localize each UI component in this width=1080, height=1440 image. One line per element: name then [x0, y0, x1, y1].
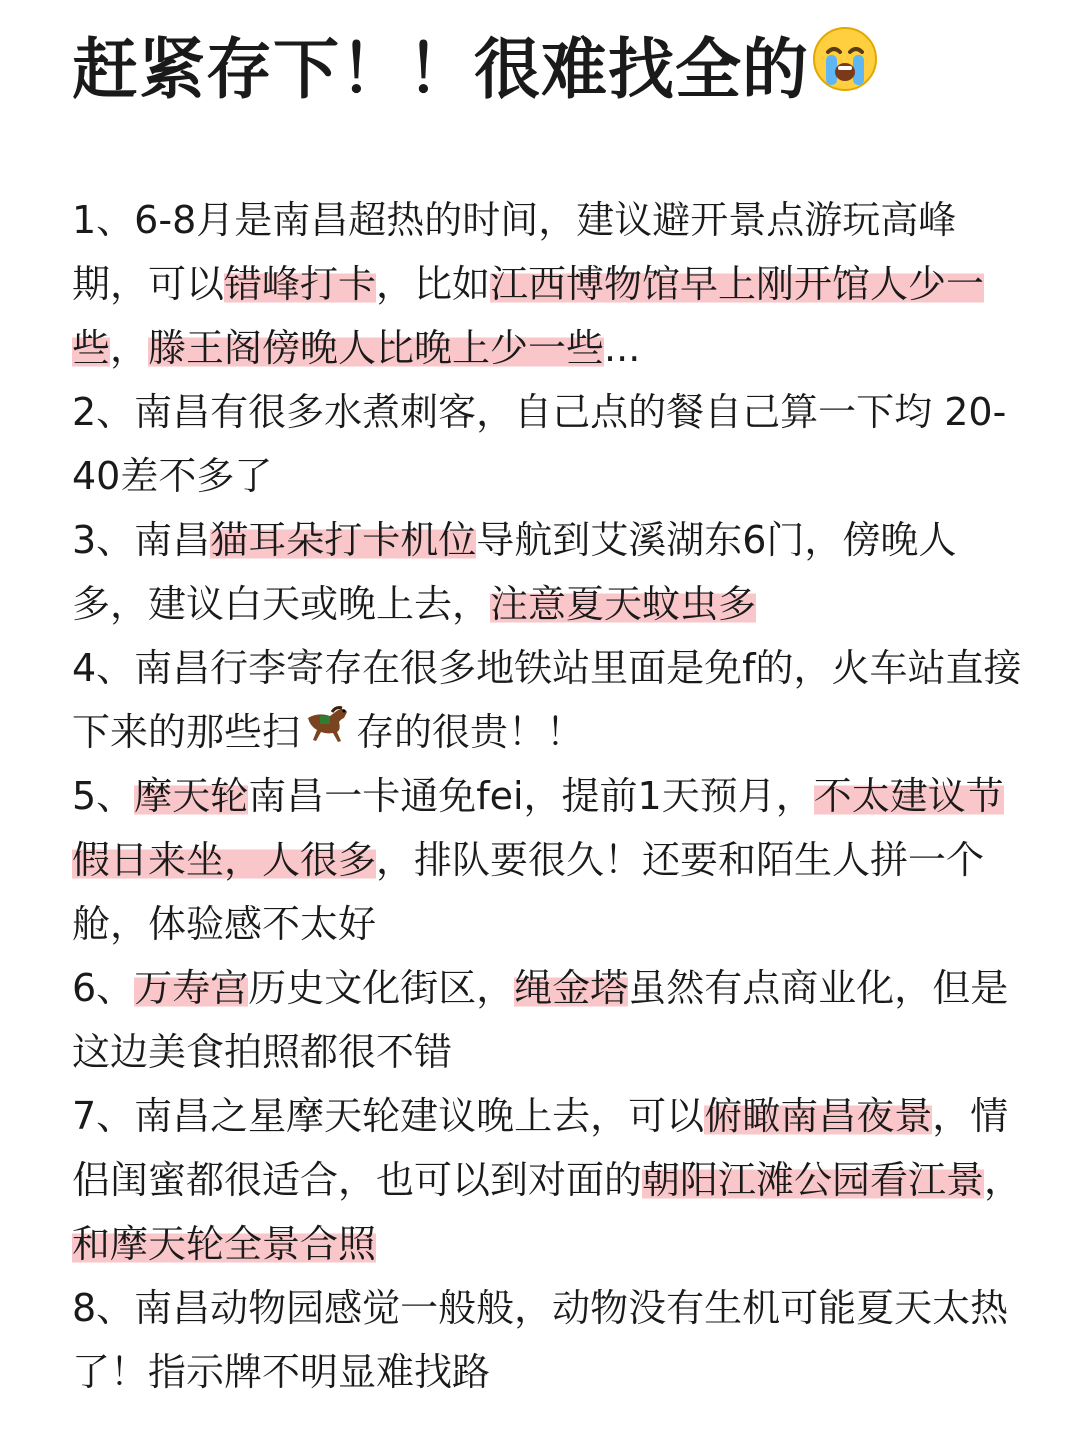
- tip-text: ，情侣闺蜜都很适合，也可以到对面的: [72, 1094, 1009, 1202]
- horse-icon: [302, 699, 354, 763]
- tip-text: 4、南昌行李寄存在很多地铁站里面是免f的，火车站直接下来的那些扫: [72, 646, 1022, 754]
- tip-item-2: [72, 380, 1032, 508]
- tip-text: 导航到艾溪湖东6门，傍晚人多，建议白天或晚上去，: [72, 518, 957, 626]
- highlighted-text: 摩天轮: [134, 774, 249, 818]
- crying-face-icon: [811, 25, 879, 115]
- tip-item-8: [72, 1276, 1032, 1404]
- tip-item-5: [72, 764, 1032, 956]
- tip-text: ，排队要很久！还要和陌生人拼一个舱，体验感不太好: [72, 838, 985, 946]
- highlighted-text: 错峰打卡: [224, 262, 377, 306]
- tip-text: 2、南昌有很多水煮刺客，自己点的餐自己算一下均 20-40差不多了: [72, 390, 1007, 498]
- highlighted-text: 猫耳朵打卡机位: [210, 518, 477, 562]
- title-text: 赶紧存下！！很难找全的: [72, 31, 809, 108]
- tip-item-4: [72, 636, 1032, 764]
- tip-text: 历史文化街区，: [248, 966, 515, 1010]
- tip-text: 虽然有点商业化，但是这边美食拍照都很不错: [72, 966, 1009, 1074]
- tip-text: 1、6-8月是南昌超热的时间，建议避开景点游玩高峰期，可以: [72, 198, 957, 306]
- tip-item-1: [72, 188, 1032, 380]
- highlighted-text: 江西博物馆早上刚开馆人少一些: [72, 262, 985, 370]
- highlighted-text: 朝阳江滩公园看江景: [642, 1158, 985, 1202]
- tip-item-3: [72, 508, 1032, 636]
- tips-list: [72, 188, 1032, 1404]
- tip-text: ，: [984, 1158, 1023, 1202]
- tip-item-7: [72, 1084, 1032, 1276]
- highlighted-text: 不太建议节假日来坐，人很多: [72, 774, 1004, 882]
- tip-text: 南昌一卡通免fei，提前1天预月，: [248, 774, 814, 818]
- tip-text: 3、南昌: [72, 518, 211, 562]
- tip-text: 存的很贵！！: [356, 710, 585, 754]
- tip-text: 8、南昌动物园感觉一般般，动物没有生机可能夏天太热了！指示牌不明显难找路: [72, 1286, 1009, 1394]
- tip-text: 5、: [72, 774, 135, 818]
- page-title: [72, 26, 879, 115]
- highlighted-text: 万寿宫: [134, 966, 249, 1010]
- tip-item-6: [72, 956, 1032, 1084]
- highlighted-text: 注意夏天蚊虫多: [490, 582, 757, 626]
- tip-text: ，比如: [376, 262, 491, 306]
- highlighted-text: 滕王阁傍晚人比晚上少一些: [148, 326, 605, 370]
- highlighted-text: 俯瞰南昌夜景: [704, 1094, 933, 1138]
- highlighted-text: 绳金塔: [514, 966, 629, 1010]
- tip-text: ，: [110, 326, 149, 370]
- tip-text: 7、南昌之星摩天轮建议晚上去，可以: [72, 1094, 705, 1138]
- tip-text: ...: [604, 326, 641, 370]
- highlighted-text: 和摩天轮全景合照: [72, 1222, 377, 1266]
- tip-text: 6、: [72, 966, 135, 1010]
